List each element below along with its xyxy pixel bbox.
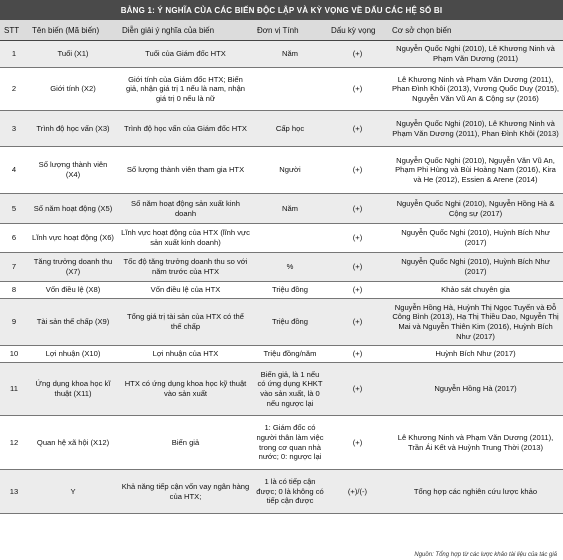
cell-sign: (+): [327, 299, 388, 346]
cell-stt: 11: [0, 363, 28, 416]
cell-stt: 4: [0, 147, 28, 194]
cell-name: Tài sản thế chấp (X9): [28, 299, 118, 346]
cell-unit: Năm: [253, 41, 327, 68]
table-title: BẢNG 1: Ý NGHĨA CỦA CÁC BIẾN ĐỘC LẬP VÀ KỲ VỌNG VỀ DẤU CÁC HỆ SỐ BI: [0, 0, 563, 20]
table-row: [0, 253, 563, 282]
header-name: Tên biến (Mã biến): [28, 20, 118, 41]
cell-stt: 2: [0, 68, 28, 111]
cell-stt: 5: [0, 194, 28, 224]
cell-meaning: Vốn điều lệ của HTX: [118, 282, 253, 299]
table-row: [0, 416, 563, 470]
cell-basis: Nguyễn Hồng Hà (2017): [388, 363, 563, 416]
cell-unit: [253, 68, 327, 111]
cell-meaning: HTX có ứng dụng khoa học kỹ thuật vào sản xuất: [118, 363, 253, 416]
cell-basis: Nguyễn Quốc Nghi (2010), Nguyễn Hồng Hà & Cộng sự (2017): [388, 194, 563, 224]
cell-sign: (+): [327, 224, 388, 253]
cell-name: Quan hệ xã hội (X12): [28, 416, 118, 470]
header-basis: Cơ sở chọn biến: [388, 20, 563, 41]
table-row: [0, 111, 563, 147]
cell-unit: Triệu đồng/năm: [253, 346, 327, 363]
table-row: [0, 68, 563, 111]
cell-basis: Lê Khương Ninh và Phạm Văn Dương (2011), Trần Ái Kết và Huỳnh Trung Thời (2013): [388, 416, 563, 470]
cell-unit: Biến giả, là 1 nếu có ứng dụng KHKT vào sản xuất, là 0 nếu ngược lại: [253, 363, 327, 416]
table-row: [0, 470, 563, 514]
cell-sign: (+): [327, 416, 388, 470]
cell-meaning: Khả năng tiếp cận vốn vay ngân hàng của HTX;: [118, 470, 253, 514]
cell-basis: Nguyễn Quốc Nghi (2010), Lê Khương Ninh và Phạm Văn Dương (2011), Phan Đình Khôi (2013): [388, 111, 563, 147]
cell-sign: (+): [327, 346, 388, 363]
cell-meaning: Tổng giá trị tài sản của HTX có thể thế chấp: [118, 299, 253, 346]
header-unit: Đơn vị Tính: [253, 20, 327, 41]
cell-name: Lợi nhuận (X10): [28, 346, 118, 363]
cell-stt: 7: [0, 253, 28, 282]
cell-unit: Triệu đồng: [253, 282, 327, 299]
cell-basis: Khảo sát chuyên gia: [388, 282, 563, 299]
cell-basis: Nguyễn Quốc Nghi (2010), Huỳnh Bích Như (2017): [388, 224, 563, 253]
cell-meaning: Tuổi của Giám đốc HTX: [118, 41, 253, 68]
cell-meaning: Trình độ học vấn của Giám đốc HTX: [118, 111, 253, 147]
cell-unit: 1 là có tiếp cận được; 0 là không có tiếp cận được: [253, 470, 327, 514]
source-note: Nguồn: Tổng hợp từ các lược khảo tài liệu của tác giả: [414, 552, 557, 558]
cell-stt: 13: [0, 470, 28, 514]
cell-meaning: Biến giả: [118, 416, 253, 470]
cell-basis: Tổng hợp các nghiên cứu lược khảo: [388, 470, 563, 514]
cell-meaning: Số năm hoạt động sản xuất kinh doanh: [118, 194, 253, 224]
cell-name: Lĩnh vực hoạt động (X6): [28, 224, 118, 253]
table-row: [0, 363, 563, 416]
table-row: [0, 299, 563, 346]
cell-meaning: Số lượng thành viên tham gia HTX: [118, 147, 253, 194]
cell-name: Ứng dụng khoa học kĩ thuật (X11): [28, 363, 118, 416]
cell-sign: (+): [327, 282, 388, 299]
cell-sign: (+): [327, 41, 388, 68]
cell-stt: 1: [0, 41, 28, 68]
table-row: [0, 147, 563, 194]
cell-basis: Nguyễn Hồng Hà, Huỳnh Thị Ngọc Tuyến và Đỗ Công Bình (2013), Hạ Thị Thiều Dao, Nguyễn Thị Mai và Nguyễn Thiên Kim (2016), Huỳnh Bích Như (2017): [388, 299, 563, 346]
header-sign: Dấu kỳ vọng: [327, 20, 388, 41]
cell-name: Y: [28, 470, 118, 514]
cell-stt: 10: [0, 346, 28, 363]
header-stt: STT: [0, 20, 28, 41]
table-row: [0, 346, 563, 363]
cell-unit: Triệu đồng: [253, 299, 327, 346]
cell-meaning: Lợi nhuận của HTX: [118, 346, 253, 363]
cell-meaning: Giới tính của Giám đốc HTX; Biến giả, nhận giá trị 1 nếu là nam, nhận giá trị 0 nếu là nữ: [118, 68, 253, 111]
cell-name: Tăng trưởng doanh thu (X7): [28, 253, 118, 282]
cell-name: Tuổi (X1): [28, 41, 118, 68]
cell-stt: 3: [0, 111, 28, 147]
variables-table: [0, 20, 563, 514]
table-row: [0, 41, 563, 68]
cell-meaning: Tốc độ tăng trưởng doanh thu so với năm trước của HTX: [118, 253, 253, 282]
cell-sign: (+): [327, 363, 388, 416]
cell-sign: (+): [327, 147, 388, 194]
cell-stt: 9: [0, 299, 28, 346]
table-row: [0, 194, 563, 224]
cell-name: Trình độ học vấn (X3): [28, 111, 118, 147]
cell-stt: 8: [0, 282, 28, 299]
cell-name: Số năm hoạt động (X5): [28, 194, 118, 224]
cell-sign: (+): [327, 194, 388, 224]
cell-unit: 1: Giám đốc có người thân làm việc trong cơ quan nhà nước; 0: ngược lại: [253, 416, 327, 470]
cell-sign: (+): [327, 68, 388, 111]
cell-basis: Nguyễn Quốc Nghi (2010), Lê Khương Ninh và Phạm Văn Dương (2011): [388, 41, 563, 68]
table-row: [0, 224, 563, 253]
header-meaning: Diễn giải ý nghĩa của biến: [118, 20, 253, 41]
cell-meaning: Lĩnh vực hoạt động của HTX (lĩnh vực sản xuất kinh doanh): [118, 224, 253, 253]
cell-sign: (+): [327, 111, 388, 147]
cell-stt: 6: [0, 224, 28, 253]
cell-sign: (+): [327, 253, 388, 282]
cell-unit: [253, 224, 327, 253]
cell-unit: Năm: [253, 194, 327, 224]
cell-basis: Nguyễn Quốc Nghi (2010), Huỳnh Bích Như (2017): [388, 253, 563, 282]
table-header-row: [0, 20, 563, 41]
cell-basis: Lê Khương Ninh và Phạm Văn Dương (2011), Phan Đình Khôi (2013), Vương Quốc Duy (2015), Nguyễn Văn Vũ An & Cộng sự (2016): [388, 68, 563, 111]
cell-stt: 12: [0, 416, 28, 470]
cell-name: Số lượng thành viên (X4): [28, 147, 118, 194]
cell-sign: (+)/(-): [327, 470, 388, 514]
cell-name: Giới tính (X2): [28, 68, 118, 111]
cell-unit: Người: [253, 147, 327, 194]
cell-basis: Nguyễn Quốc Nghi (2010), Nguyễn Văn Vũ An, Phạm Phi Hùng và Bùi Hoàng Nam (2016), Kira và He (2012), Essien & Arene (2014): [388, 147, 563, 194]
table-row: [0, 282, 563, 299]
cell-unit: Cấp học: [253, 111, 327, 147]
cell-unit: %: [253, 253, 327, 282]
cell-basis: Huỳnh Bích Như (2017): [388, 346, 563, 363]
cell-name: Vốn điều lệ (X8): [28, 282, 118, 299]
